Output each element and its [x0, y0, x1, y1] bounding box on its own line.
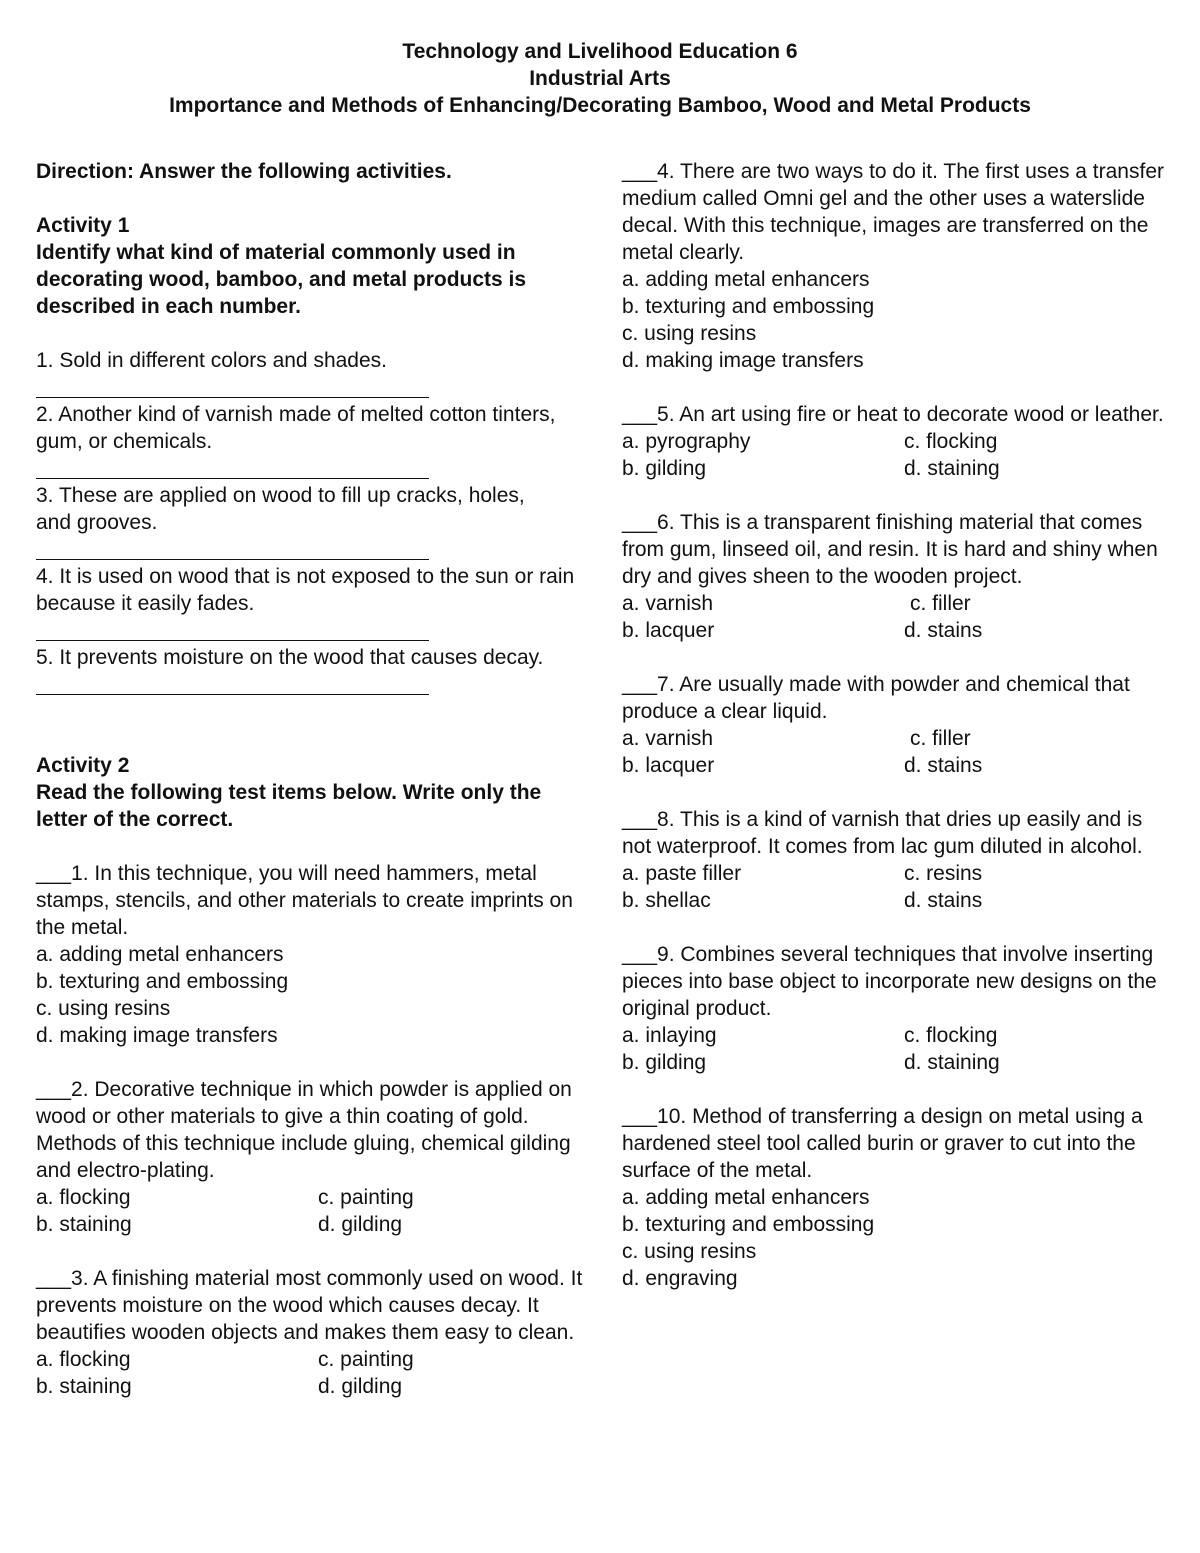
question-text: ___10. Method of transferring a design on metal using a hardened steel tool called burin or graver to cut into the surface of the metal. [622, 1105, 1143, 1182]
subject-subtitle: Industrial Arts [529, 67, 671, 90]
choice-d: d. making image transfers [36, 1024, 278, 1047]
choice-d: d. staining [904, 1051, 1000, 1074]
left-column [36, 158, 596, 1400]
choice-b: b. staining [36, 1375, 132, 1398]
choice-b: b. texturing and embossing [36, 970, 289, 993]
choice-a: a. varnish [622, 727, 714, 750]
activity1-item-4: 4. It is used on wood that is not exposed to the sun or rain because it easily fades. [36, 565, 575, 615]
choice-d: d. gilding [318, 1375, 403, 1398]
question-4 [622, 158, 1177, 374]
choice-c: c. using resins [622, 1240, 757, 1263]
question-text: ___6. This is a transparent finishing material that comes from gum, linseed oil, and resin. It is hard and shiny when dry and gives sheen to the wooden project. [622, 511, 1158, 588]
direction-text: Direction: Answer the following activities. [36, 160, 452, 183]
question-text: ___1. In this technique, you will need hammers, metal stamps, stencils, and other materials to create imprints on the metal. [36, 862, 573, 939]
choice-c: c. filler [910, 592, 971, 615]
choice-c: c. painting [318, 1348, 414, 1371]
question-8 [622, 806, 1177, 914]
answer-blank-4[interactable] [36, 617, 429, 641]
activity1-instruction: Identify what kind of material commonly used in decorating wood, bamboo, and metal products is described in each number. [36, 241, 527, 318]
activity1-item-3: 3. These are applied on wood to fill up cracks, holes, and grooves. [36, 484, 525, 534]
question-text: ___5. An art using fire or heat to decorate wood or leather. [622, 403, 1164, 426]
choice-c: c. flocking [904, 430, 998, 453]
choice-b: b. texturing and embossing [622, 1213, 875, 1236]
choice-c: c. using resins [36, 997, 171, 1020]
choice-a: a. adding metal enhancers [622, 268, 870, 291]
choice-d: d. stains [904, 754, 983, 777]
answer-blank-1[interactable] [36, 374, 429, 398]
right-column [622, 158, 1177, 1292]
choice-b: b. gilding [622, 1051, 707, 1074]
choice-d: d. engraving [622, 1267, 738, 1290]
answer-blank-5[interactable] [36, 671, 429, 695]
choice-a: a. varnish [622, 592, 714, 615]
subject-title: Technology and Livelihood Education 6 [402, 40, 798, 63]
choice-b: b. staining [36, 1213, 132, 1236]
question-text: ___9. Combines several techniques that involve inserting pieces into base object to incorporate new designs on the original product. [622, 943, 1157, 1020]
choice-b: b. gilding [622, 457, 707, 480]
choice-d: d. staining [904, 457, 1000, 480]
choice-a: a. paste filler [622, 862, 742, 885]
activity1-item-5: 5. It prevents moisture on the wood that causes decay. [36, 646, 544, 669]
choice-c: c. filler [910, 727, 971, 750]
question-3 [36, 1265, 596, 1400]
choice-c: c. flocking [904, 1024, 998, 1047]
choice-c: c. painting [318, 1186, 414, 1209]
choice-b: b. lacquer [622, 754, 715, 777]
question-2 [36, 1076, 596, 1238]
question-text: ___8. This is a kind of varnish that dries up easily and is not waterproof. It comes from lac gum diluted in alcohol. [622, 808, 1143, 858]
question-5 [622, 401, 1177, 482]
choice-a: a. adding metal enhancers [622, 1186, 870, 1209]
question-6 [622, 509, 1177, 644]
question-10 [622, 1103, 1177, 1292]
choice-a: a. inlaying [622, 1024, 717, 1047]
activity1-title: Activity 1 [36, 214, 130, 237]
choice-a: a. adding metal enhancers [36, 943, 284, 966]
answer-blank-3[interactable] [36, 536, 429, 560]
question-9 [622, 941, 1177, 1076]
lesson-title: Importance and Methods of Enhancing/Decorating Bamboo, Wood and Metal Products [169, 94, 1031, 117]
choice-b: b. texturing and embossing [622, 295, 875, 318]
choice-c: c. resins [904, 862, 983, 885]
question-text: ___4. There are two ways to do it. The first uses a transfer medium called Omni gel and the other uses a waterslide decal. With this technique, images are transferred on the metal clearly. [622, 160, 1164, 264]
activity2-instruction: Read the following test items below. Write only the letter of the correct. [36, 781, 542, 831]
question-text: ___2. Decorative technique in which powder is applied on wood or other materials to give a thin coating of gold. Methods of this technique include gluing, chemical gilding and electro-plating. [36, 1078, 572, 1182]
choice-a: a. flocking [36, 1186, 131, 1209]
activity2-title: Activity 2 [36, 754, 130, 777]
choice-d: d. gilding [318, 1213, 403, 1236]
worksheet-header [0, 38, 1200, 119]
choice-d: d. making image transfers [622, 349, 864, 372]
choice-d: d. stains [904, 619, 983, 642]
activity1-item-1: 1. Sold in different colors and shades. [36, 349, 388, 372]
question-text: ___7. Are usually made with powder and chemical that produce a clear liquid. [622, 673, 1130, 723]
question-1 [36, 860, 596, 1049]
question-text: ___3. A finishing material most commonly used on wood. It prevents moisture on the wood which causes decay. It beautifies wooden objects and makes them easy to clean. [36, 1267, 583, 1344]
choice-c: c. using resins [622, 322, 757, 345]
question-7 [622, 671, 1177, 779]
answer-blank-2[interactable] [36, 455, 429, 479]
choice-b: b. shellac [622, 889, 711, 912]
choice-a: a. pyrography [622, 430, 751, 453]
choice-a: a. flocking [36, 1348, 131, 1371]
choice-d: d. stains [904, 889, 983, 912]
choice-b: b. lacquer [622, 619, 715, 642]
activity1-item-2: 2. Another kind of varnish made of melted cotton tinters, gum, or chemicals. [36, 403, 556, 453]
